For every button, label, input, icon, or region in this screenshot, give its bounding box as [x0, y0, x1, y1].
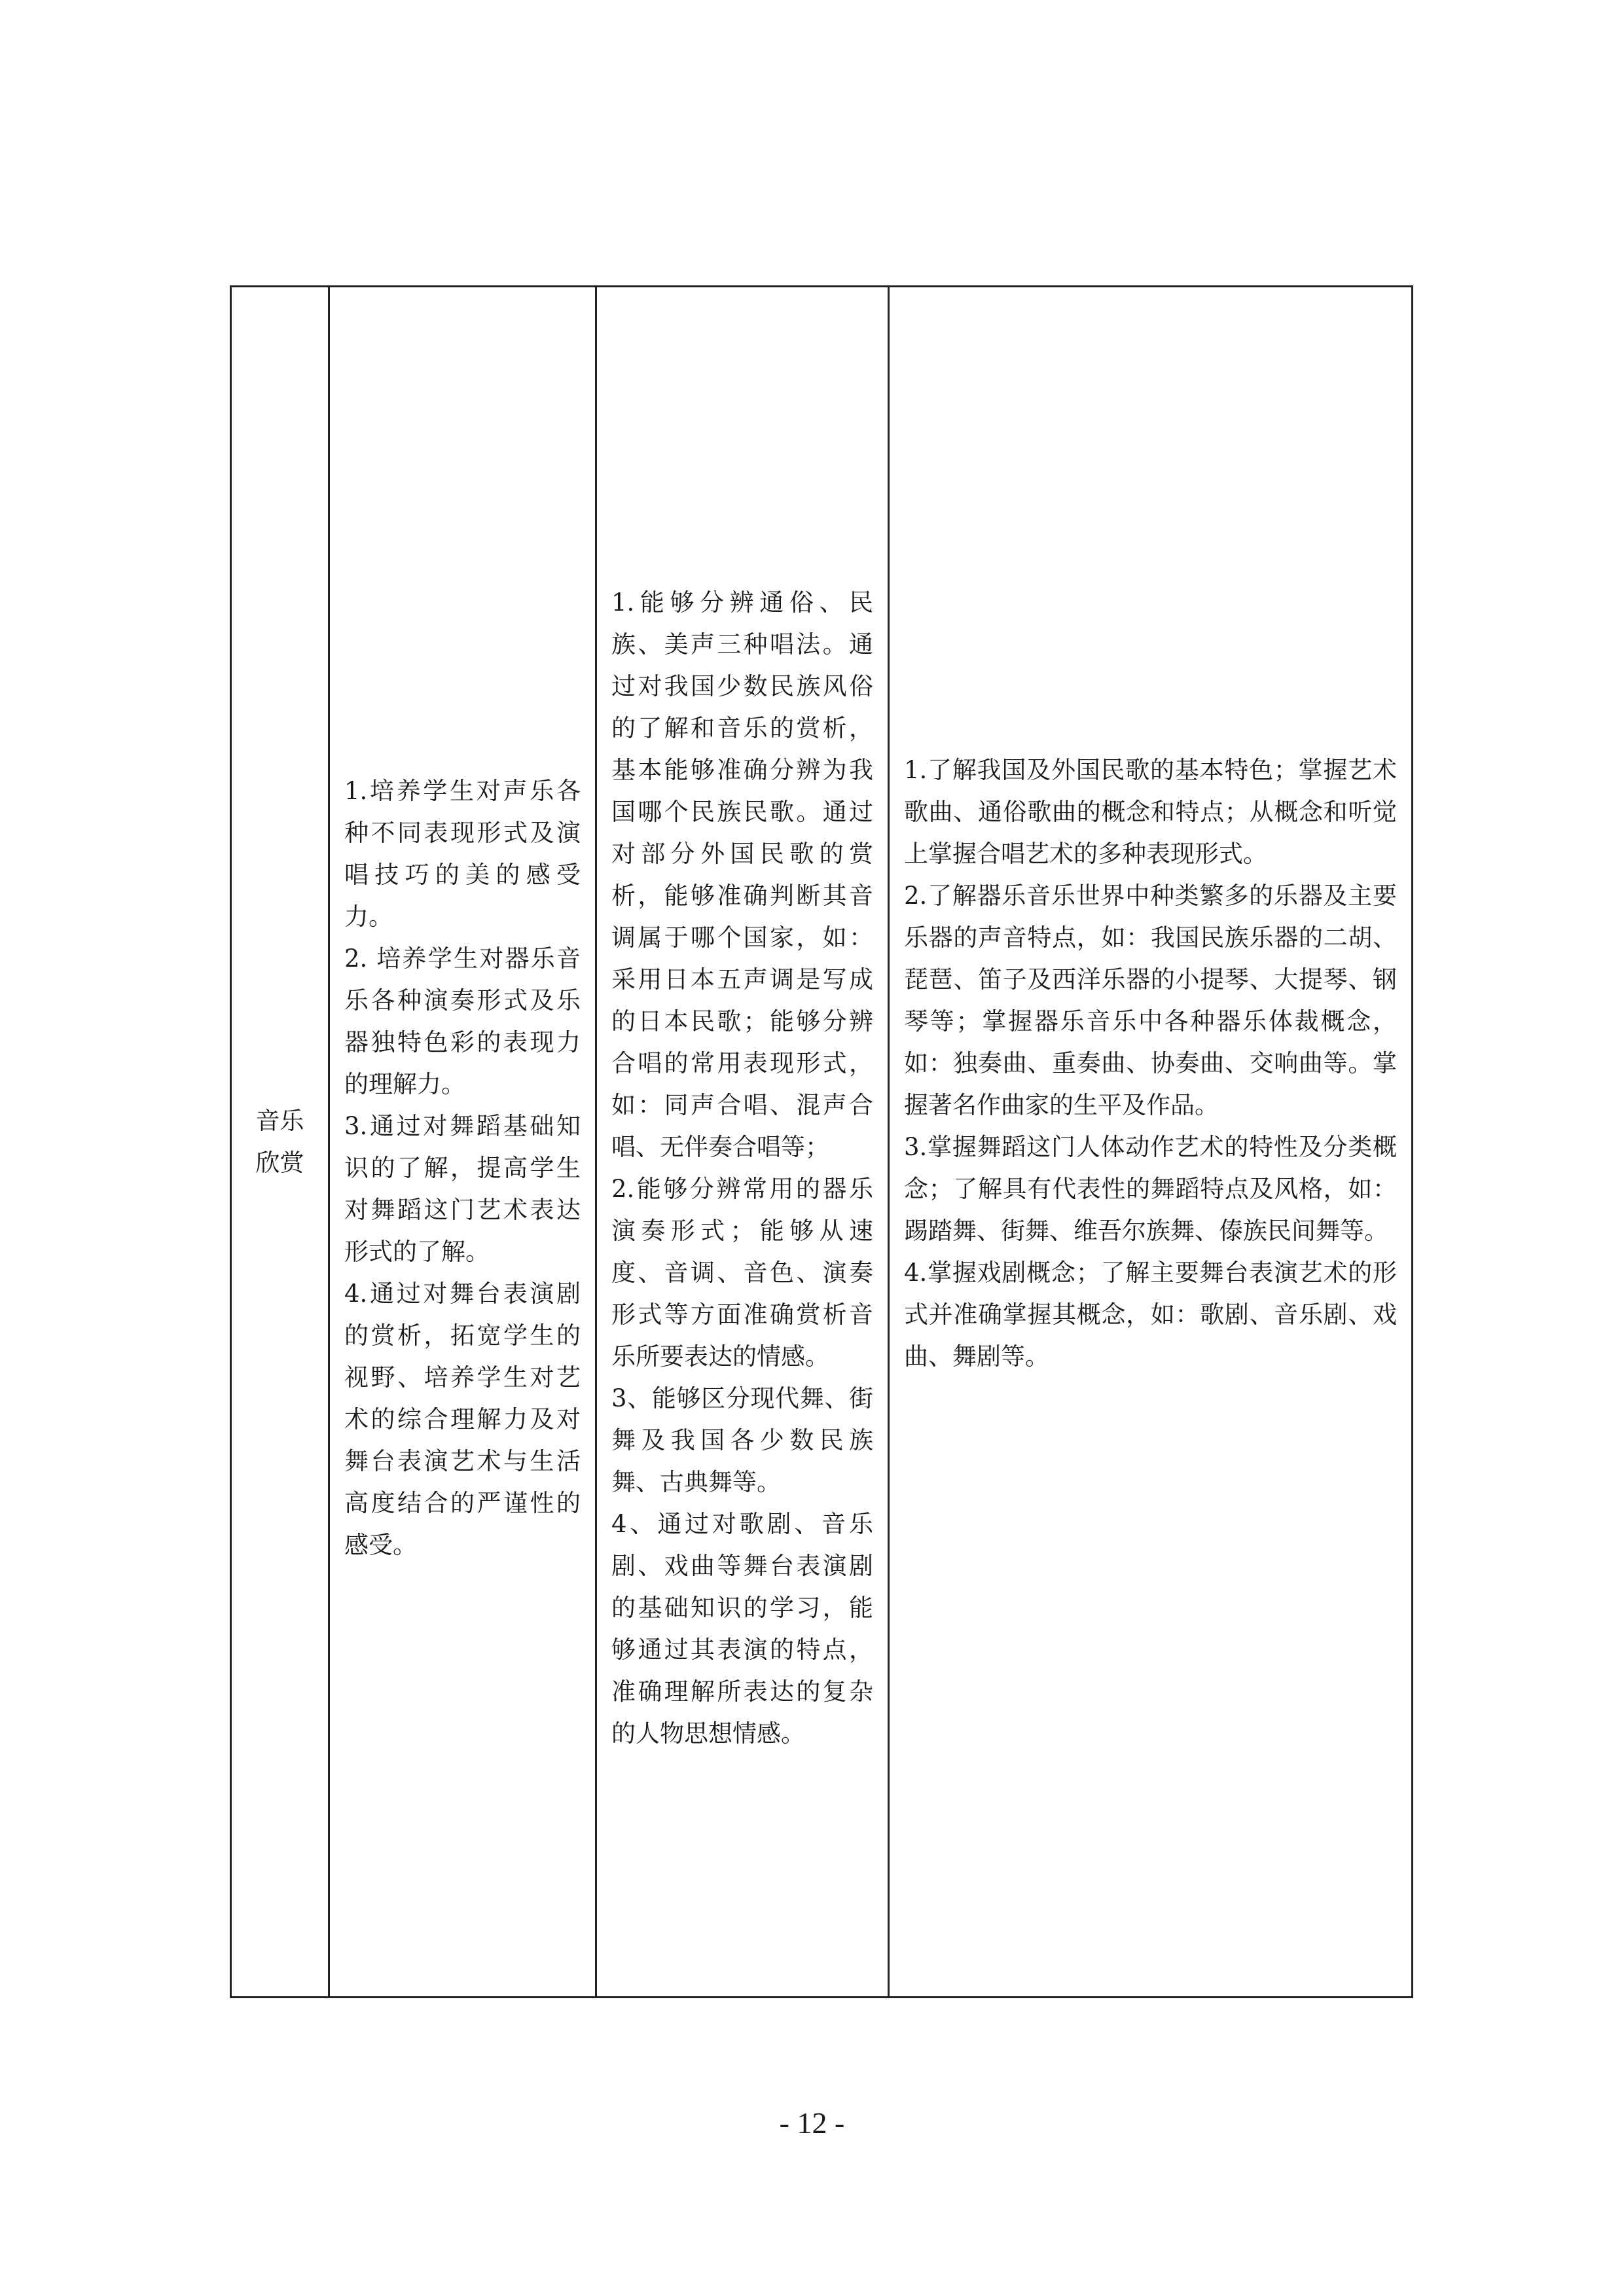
abilities-cell — [596, 287, 889, 1998]
contents-cell — [889, 287, 1413, 1998]
category-cell — [231, 287, 329, 1998]
curriculum-table — [230, 285, 1413, 1998]
category-label: 音乐欣赏 — [255, 1106, 304, 1177]
ability-item: 2.能够分辨常用的器乐演奏形式；能够从速度、音调、音色、演奏形式等方面准确赏析音乐所要表达的情感。 — [611, 1174, 873, 1371]
ability-item: 3、能够区分现代舞、街舞及我国各少数民族舞、古典舞等。 — [611, 1384, 873, 1496]
goal-item: 4.通过对舞台表演剧的赏析，拓宽学生的视野、培养学生对艺术的综合理解力及对舞台表演艺术与生活高度结合的严谨性的感受。 — [344, 1279, 581, 1559]
goal-item: 1.培养学生对声乐各种不同表现形式及演唱技巧的美的感受力。 — [344, 776, 581, 931]
content-item: 1.了解我国及外国民歌的基本特色；掌握艺术歌曲、通俗歌曲的概念和特点；从概念和听觉上掌握合唱艺术的多种表现形式。 — [904, 755, 1397, 868]
content-item: 2.了解器乐音乐世界中种类繁多的乐器及主要乐器的声音特点，如：我国民族乐器的二胡、琵琶、笛子及西洋乐器的小提琴、大提琴、钢琴等；掌握器乐音乐中各种器乐体裁概念，如：独奏曲、重奏曲、协奏曲、交响曲等。掌握著名作曲家的生平及作品。 — [904, 881, 1397, 1119]
content-item: 4.掌握戏剧概念；了解主要舞台表演艺术的形式并准确掌握其概念，如：歌剧、音乐剧、戏曲、舞剧等。 — [904, 1258, 1397, 1371]
table-row — [231, 287, 1413, 1998]
ability-item: 1.能够分辨通俗、民族、美声三种唱法。通过对我国少数民族风俗的了解和音乐的赏析，基本能够准确分辨为我国哪个民族民歌。通过对部分外国民歌的赏析，能够准确判断其音调属于哪个国家，如：采用日本五声调是写成的日本民歌；能够分辨合唱的常用表现形式，如：同声合唱、混声合唱、无伴奏合唱等； — [611, 588, 873, 1161]
goal-item: 3.通过对舞蹈基础知识的了解，提高学生对舞蹈这门艺术表达形式的了解。 — [344, 1111, 581, 1266]
ability-item: 4、通过对歌剧、音乐剧、戏曲等舞台表演剧的基础知识的学习，能够通过其表演的特点，准确理解所表达的复杂的人物思想情感。 — [611, 1509, 873, 1748]
page-number: - 12 - — [779, 2106, 845, 2140]
goals-cell — [329, 287, 596, 1998]
content-item: 3.掌握舞蹈这门人体动作艺术的特性及分类概念；了解具有代表性的舞蹈特点及风格，如：踢踏舞、街舞、维吾尔族舞、傣族民间舞等。 — [904, 1132, 1397, 1245]
goal-item: 2. 培养学生对器乐音乐各种演奏形式及乐器独特色彩的表现力的理解力。 — [344, 944, 581, 1098]
